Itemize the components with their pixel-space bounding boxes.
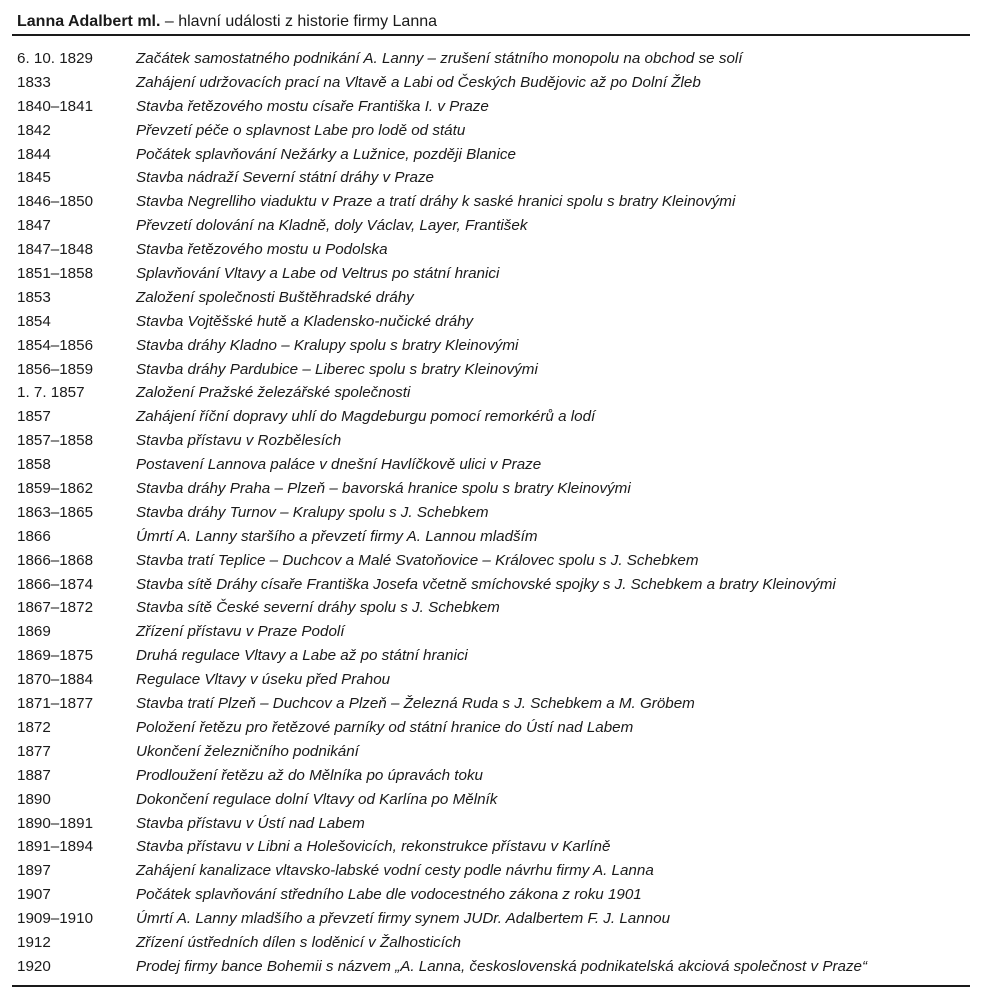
row-date: 1863–1865 bbox=[17, 503, 94, 521]
row-event: Druhá regulace Vltavy a Labe až po státní hranici bbox=[136, 647, 468, 665]
table-row bbox=[0, 501, 981, 525]
row-event: Prodej firmy bance Bohemii s názvem „A. Lanna, československá podnikatelská akciová společnost v Praze“ bbox=[136, 957, 868, 975]
table-row bbox=[0, 812, 981, 836]
row-event: Úmrtí A. Lanny staršího a převzetí firmy A. Lannou mladším bbox=[136, 527, 538, 545]
row-event: Počátek splavňování Nežárky a Lužnice, později Blanice bbox=[136, 145, 516, 163]
row-event: Stavba dráhy Pardubice – Liberec spolu s bratry Kleinovými bbox=[136, 360, 538, 378]
table-row bbox=[0, 931, 981, 955]
row-date: 1856–1859 bbox=[17, 360, 94, 378]
row-date: 1866 bbox=[17, 527, 51, 545]
row-event: Stavba tratí Teplice – Duchcov a Malé Svatoňovice – Královec spolu s J. Schebkem bbox=[136, 551, 699, 569]
row-event: Stavba Negrelliho viaduktu v Praze a tratí dráhy k saské hranici spolu s bratry Kleinovými bbox=[136, 193, 736, 211]
row-event: Založení společnosti Buštěhradské dráhy bbox=[136, 288, 414, 306]
row-date: 1912 bbox=[17, 933, 51, 951]
row-event: Prodloužení řetězu až do Mělníka po úpravách toku bbox=[136, 766, 483, 784]
row-event: Zahájení kanalizace vltavsko-labské vodní cesty podle návrhu firmy A. Lanna bbox=[136, 862, 654, 880]
row-date: 6. 10. 1829 bbox=[17, 50, 94, 67]
row-date: 1866–1874 bbox=[17, 575, 94, 593]
row-event: Stavba řetězového mostu císaře Františka I. v Praze bbox=[136, 97, 489, 115]
row-event: Postavení Lannova paláce v dnešní Havlíčkově ulici v Praze bbox=[136, 456, 542, 474]
row-event: Stavba sítě České severní dráhy spolu s J. Schebkem bbox=[136, 599, 500, 617]
row-date: 1920 bbox=[17, 957, 51, 975]
top-rule bbox=[12, 34, 970, 36]
row-event: Stavba přístavu v Ústí nad Labem bbox=[136, 814, 365, 832]
row-date: 1890 bbox=[17, 790, 51, 808]
table-row bbox=[0, 788, 981, 812]
row-date: 1845 bbox=[17, 169, 51, 187]
row-date: 1847–1848 bbox=[17, 241, 94, 259]
table-row bbox=[0, 859, 981, 883]
row-date: 1891–1894 bbox=[17, 838, 94, 856]
row-event: Stavba dráhy Kladno – Kralupy spolu s bratry Kleinovými bbox=[136, 336, 519, 354]
table-row bbox=[0, 525, 981, 549]
row-event: Stavba nádraží Severní státní dráhy v Praze bbox=[136, 169, 435, 187]
table-row bbox=[0, 358, 981, 382]
row-date: 1847 bbox=[17, 217, 51, 235]
row-event: Stavba řetězového mostu u Podolska bbox=[136, 241, 388, 259]
table-row bbox=[0, 453, 981, 477]
row-event: Začátek samostatného podnikání A. Lanny – zrušení státního monopolu na obchod se solí bbox=[136, 50, 743, 67]
table-caption bbox=[17, 11, 437, 33]
row-date: 1833 bbox=[17, 73, 51, 91]
row-date: 1846–1850 bbox=[17, 193, 94, 211]
row-event: Dokončení regulace dolní Vltavy od Karlína po Mělník bbox=[136, 790, 498, 808]
table-row bbox=[0, 835, 981, 859]
table-row bbox=[0, 190, 981, 214]
table-row bbox=[0, 883, 981, 907]
row-event: Zřízení přístavu v Praze Podolí bbox=[136, 623, 345, 641]
table-row bbox=[0, 381, 981, 405]
table-row bbox=[0, 310, 981, 334]
table-row bbox=[0, 166, 981, 190]
table-row bbox=[0, 334, 981, 358]
table-row bbox=[0, 596, 981, 620]
bottom-rule bbox=[12, 985, 970, 987]
table-row bbox=[0, 692, 981, 716]
row-date: 1872 bbox=[17, 718, 51, 736]
table-row bbox=[0, 907, 981, 931]
row-date: 1890–1891 bbox=[17, 814, 94, 832]
table-row bbox=[0, 143, 981, 167]
table-row bbox=[0, 214, 981, 238]
row-date: 1871–1877 bbox=[17, 695, 94, 713]
row-event: Zahájení říční dopravy uhlí do Magdeburgu pomocí remorkérů a lodí bbox=[136, 408, 596, 426]
table-row bbox=[0, 573, 981, 597]
row-event: Stavba přístavu v Rozbělesích bbox=[136, 432, 342, 450]
row-event: Zahájení udržovacích prací na Vltavě a Labi od Českých Budějovic až po Dolní Žleb bbox=[136, 73, 701, 91]
row-event: Ukončení železničního podnikání bbox=[136, 742, 359, 760]
row-date: 1857 bbox=[17, 408, 51, 426]
row-date: 1840–1841 bbox=[17, 97, 94, 115]
row-date: 1877 bbox=[17, 742, 51, 760]
table-row bbox=[0, 955, 981, 979]
row-date: 1857–1858 bbox=[17, 432, 94, 450]
row-event: Položení řetězu pro řetězové parníky od státní hranice do Ústí nad Labem bbox=[136, 718, 634, 736]
row-date: 1. 7. 1857 bbox=[17, 384, 85, 402]
table-row bbox=[0, 47, 981, 71]
table-row bbox=[0, 71, 981, 95]
table-row bbox=[0, 549, 981, 573]
timeline-table bbox=[0, 47, 981, 979]
table-row bbox=[0, 429, 981, 453]
caption-title: Lanna Adalbert ml. bbox=[17, 13, 161, 30]
row-event: Stavba přístavu v Libni a Holešovicích, rekonstrukce přístavu v Karlíně bbox=[136, 838, 611, 856]
row-date: 1867–1872 bbox=[17, 599, 94, 617]
row-event: Stavba tratí Plzeň – Duchcov a Plzeň – Železná Ruda s J. Schebkem a M. Gröbem bbox=[136, 695, 695, 713]
table-row bbox=[0, 238, 981, 262]
row-date: 1854 bbox=[17, 312, 51, 330]
row-date: 1870–1884 bbox=[17, 671, 94, 689]
row-date: 1859–1862 bbox=[17, 480, 94, 498]
row-date: 1887 bbox=[17, 766, 51, 784]
row-event: Počátek splavňování středního Labe dle vodocestného zákona z roku 1901 bbox=[136, 886, 642, 904]
row-date: 1869 bbox=[17, 623, 51, 641]
row-event: Převzetí dolování na Kladně, doly Václav, Layer, František bbox=[136, 217, 528, 235]
caption-subtitle: – hlavní události z historie firmy Lanna bbox=[160, 13, 438, 30]
row-date: 1851–1858 bbox=[17, 265, 94, 283]
row-event: Regulace Vltavy v úseku před Prahou bbox=[136, 671, 391, 689]
table-row bbox=[0, 262, 981, 286]
row-date: 1842 bbox=[17, 121, 51, 139]
table-row bbox=[0, 764, 981, 788]
row-date: 1854–1856 bbox=[17, 336, 94, 354]
row-date: 1869–1875 bbox=[17, 647, 94, 665]
row-event: Stavba sítě Dráhy císaře Františka Josefa včetně smíchovské spojky s J. Schebkem a bratry Kleinovými bbox=[136, 575, 836, 593]
row-date: 1907 bbox=[17, 886, 51, 904]
row-event: Splavňování Vltavy a Labe od Veltrus po státní hranici bbox=[136, 265, 500, 283]
table-row bbox=[0, 740, 981, 764]
row-event: Založení Pražské železářské společnosti bbox=[136, 384, 411, 402]
table-row bbox=[0, 477, 981, 501]
table-row bbox=[0, 668, 981, 692]
row-date: 1844 bbox=[17, 145, 51, 163]
row-event: Stavba Vojtěšské hutě a Kladensko-nučické dráhy bbox=[136, 312, 474, 330]
table-row bbox=[0, 716, 981, 740]
row-event: Převzetí péče o splavnost Labe pro lodě od státu bbox=[136, 121, 466, 139]
row-date: 1909–1910 bbox=[17, 910, 94, 928]
table-row bbox=[0, 644, 981, 668]
row-event: Stavba dráhy Praha – Plzeň – bavorská hranice spolu s bratry Kleinovými bbox=[136, 480, 631, 498]
table-row bbox=[0, 286, 981, 310]
table-row bbox=[0, 620, 981, 644]
row-date: 1858 bbox=[17, 456, 51, 474]
table-row bbox=[0, 95, 981, 119]
row-date: 1866–1868 bbox=[17, 551, 94, 569]
row-event: Úmrtí A. Lanny mladšího a převzetí firmy synem JUDr. Adalbertem F. J. Lannou bbox=[136, 910, 671, 928]
table-row bbox=[0, 119, 981, 143]
row-event: Zřízení ústředních dílen s loděnicí v Žalhosticích bbox=[136, 933, 461, 951]
table-row bbox=[0, 405, 981, 429]
row-date: 1853 bbox=[17, 288, 51, 306]
row-date: 1897 bbox=[17, 862, 51, 880]
row-event: Stavba dráhy Turnov – Kralupy spolu s J. Schebkem bbox=[136, 503, 489, 521]
